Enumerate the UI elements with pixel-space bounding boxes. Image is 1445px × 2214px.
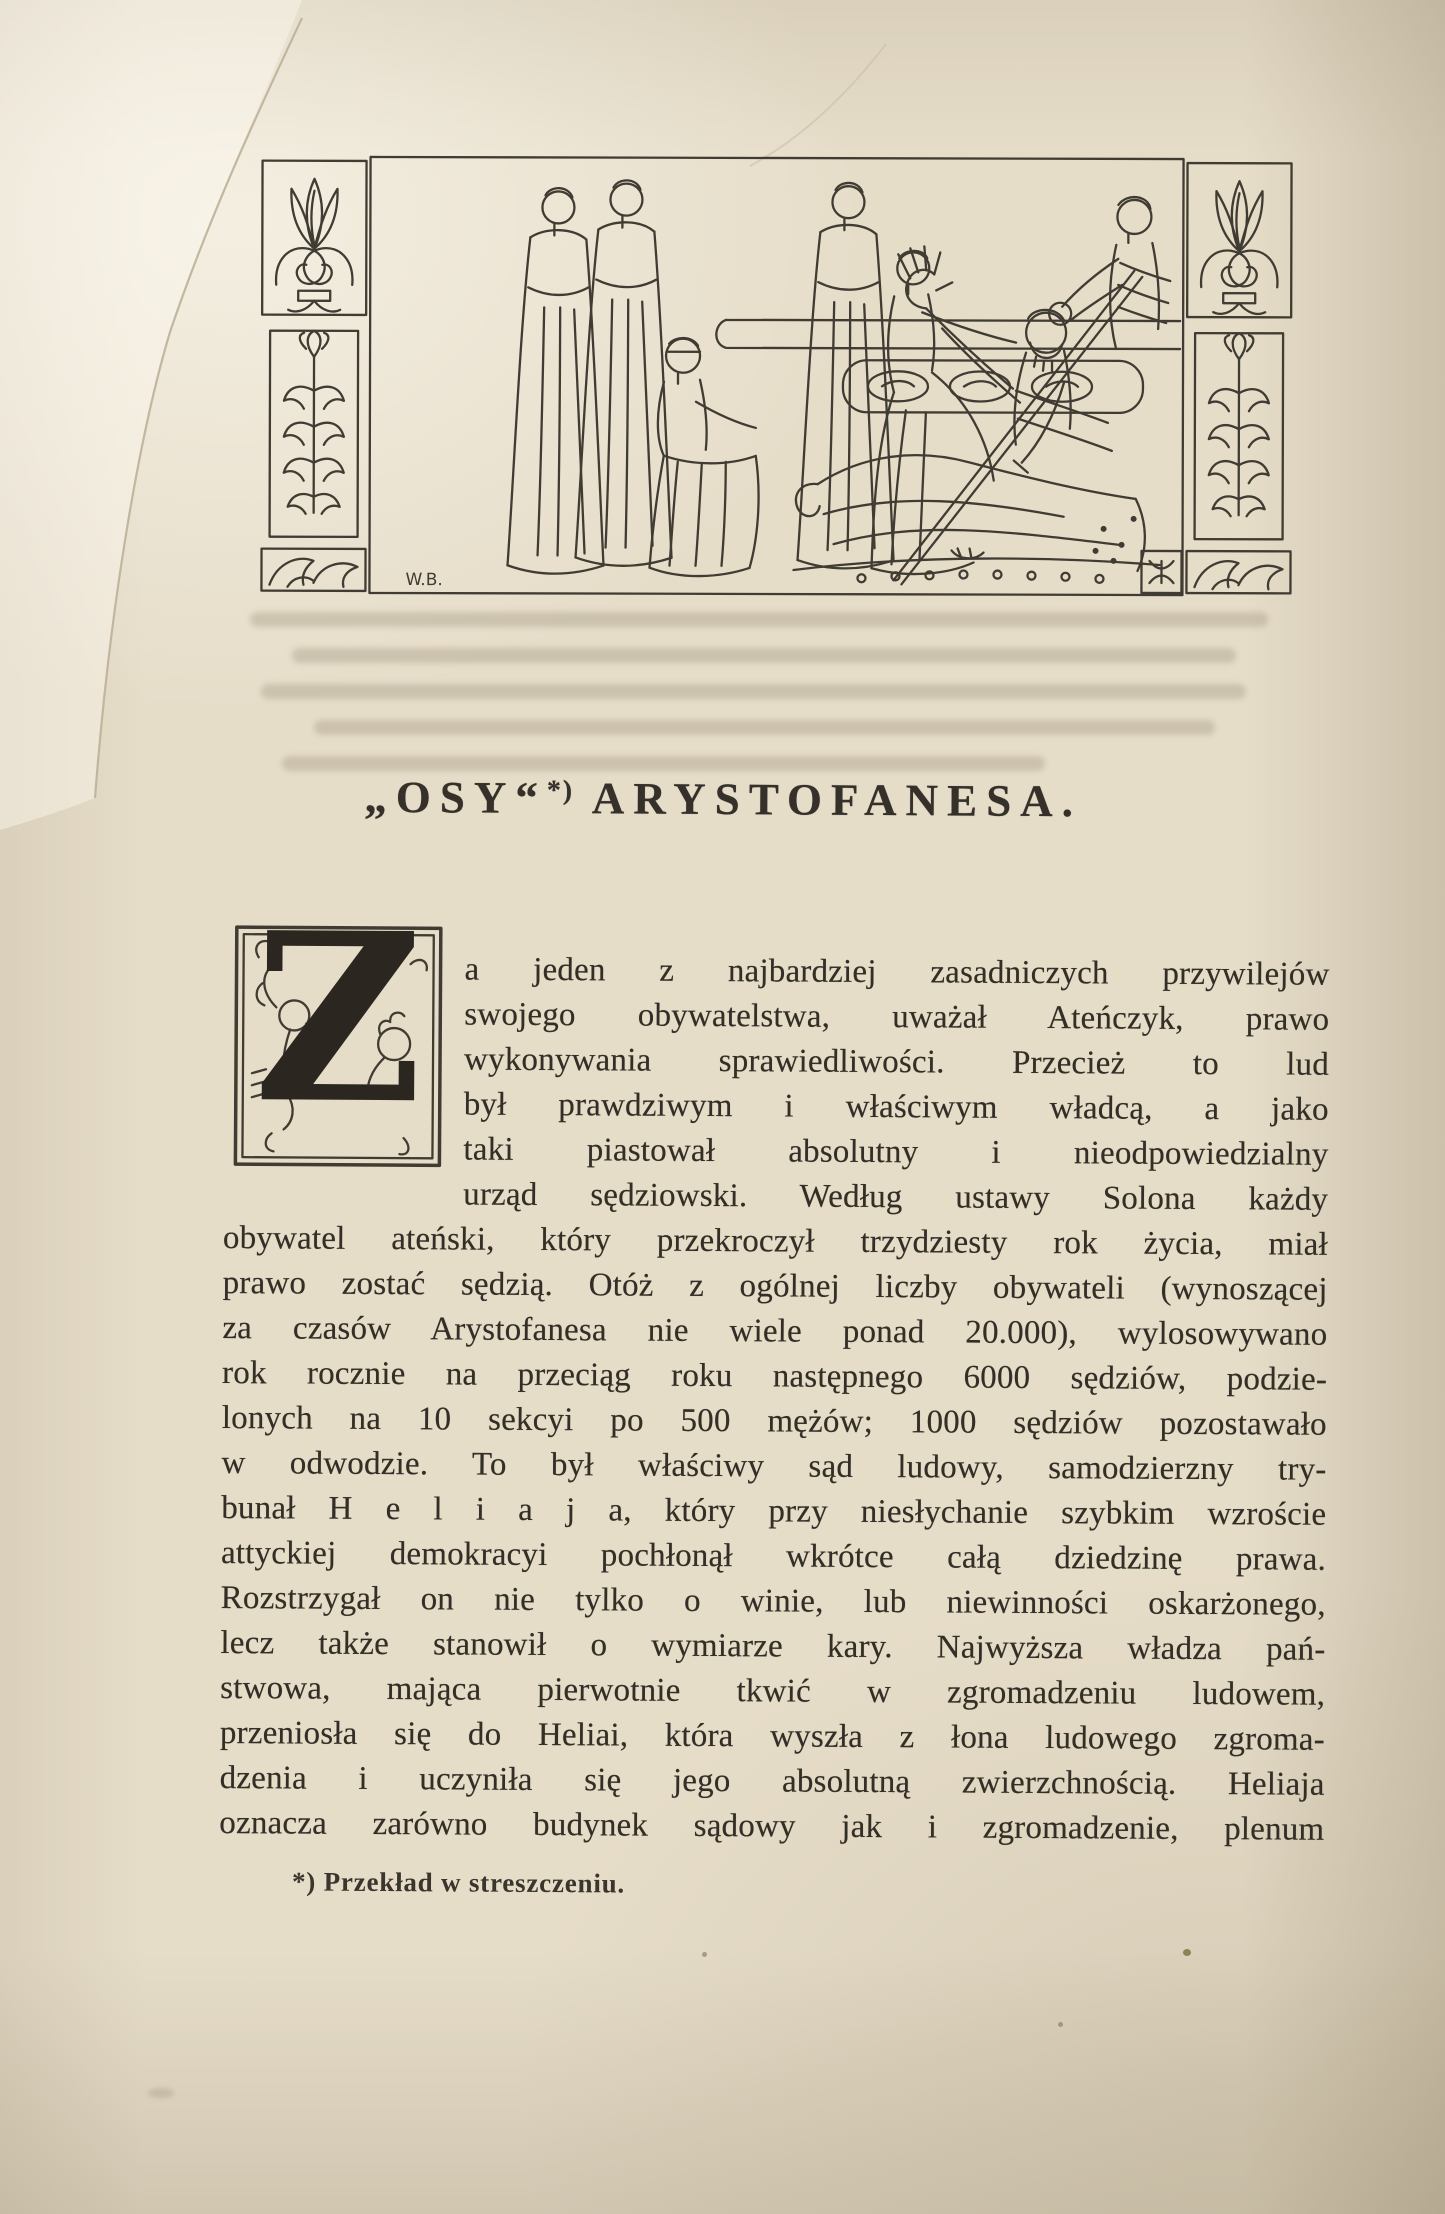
- footnote-marker-icon: *): [546, 774, 575, 807]
- text-line: Rozstrzygał on nie tylko o winie, lub niewinności oskarżonego,: [220, 1580, 1326, 1623]
- text-line: taki piastował absolutny i nieodpowiedzialny: [463, 1131, 1329, 1173]
- title-author-word: ARYSTOFANESA.: [591, 773, 1083, 827]
- text-line: przeniosła się do Heliai, która wyszła z łona ludowego zgroma-: [219, 1715, 1326, 1758]
- text-line: urząd sędziowski. Według ustawy Solona każdy: [463, 1176, 1329, 1218]
- text-line: był prawdziwym i właściwym władcą, a jako: [463, 1086, 1329, 1128]
- text-line: swojego obywatelstwa, uważał Ateńczyk, prawo: [464, 996, 1330, 1038]
- footnote-marker: *): [291, 1866, 317, 1897]
- footnote-text: Przekład w streszczeniu.: [323, 1866, 626, 1899]
- text-line: lecz także stanowił o wymiarze kary. Najwyższa władza pań-: [220, 1625, 1326, 1668]
- text-line: za czasów Arystofanesa nie wiele ponad 20.000), wylosowywano: [222, 1310, 1328, 1353]
- text-line: rok rocznie na przeciąg roku następnego 6000 sędziów, podzie-: [222, 1355, 1328, 1398]
- text-line: bunał H e l i a j a, który przy niesłychanie szybkim wzroście: [221, 1490, 1327, 1533]
- text-line: obywatel ateński, który przekroczył trzydziesty rok życia, miał: [222, 1220, 1329, 1263]
- text-line: lonych na 10 sekcyi po 500 mężów; 1000 sędziów pozostawało: [221, 1400, 1327, 1443]
- text-line: a jeden z najbardziej zasadniczych przywilejów: [464, 951, 1330, 993]
- footnote: [292, 1866, 625, 1899]
- engraver-signature: W.B.: [405, 570, 443, 591]
- paragraph-indented: [463, 951, 1330, 1226]
- title-quoted-word: „OSY“: [364, 771, 548, 823]
- text-line: stwowa, mająca pierwotnie tkwić w zgromadzeniu ludowem,: [220, 1670, 1326, 1713]
- text-line: attyckiej demokracyi pochłonął wkrótce całą dziedzinę prawa.: [220, 1535, 1327, 1578]
- text-line: dzenia i uczyniła się jego absolutną zwierzchnością. Heliaja: [219, 1760, 1325, 1803]
- text-line: oznacza zarówno budynek sądowy jak i zgromadzenie, plenum: [219, 1805, 1325, 1848]
- paragraph-full: [219, 1220, 1328, 1857]
- text-line: prawo zostać sędzią. Otóż z ogólnej liczby obywateli (wynoszącej: [222, 1265, 1328, 1308]
- page-title: [0, 769, 1445, 830]
- text-line: wykonywania sprawiedliwości. Przecież to lud: [463, 1041, 1330, 1083]
- body-text: [219, 950, 1329, 1857]
- drop-cap-letter: Z: [252, 881, 424, 1156]
- text-line: w odwodzie. To był właściwy sąd ludowy, samodzierzny try-: [221, 1445, 1327, 1488]
